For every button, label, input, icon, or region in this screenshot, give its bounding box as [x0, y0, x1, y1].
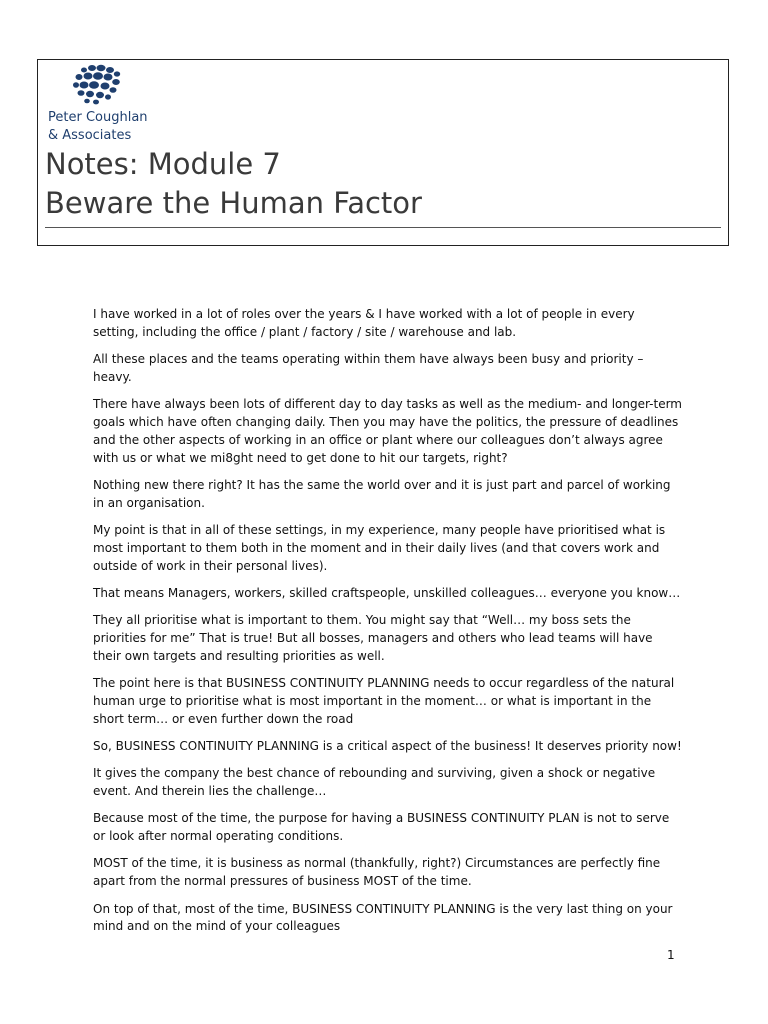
paragraph: I have worked in a lot of roles over the years & I have worked with a lot of people in every setting, including the office / plant / factory / site / warehouse and lab. [93, 307, 635, 339]
document-title: Notes: Module 7 [45, 147, 281, 181]
paragraph: There have always been lots of different day to day tasks as well as the medium- and longer-term goals which have often changing daily. Then you may have the politics, the pressure of deadlines and the other aspects of working in an office or plant where our colleagues don’t always agree with us or what we mi8ght need to get done to hit our targets, right? [93, 397, 682, 465]
page-number: 1 [667, 948, 675, 962]
logo-name-line: Peter Coughlan [48, 110, 148, 125]
paragraph: So, BUSINESS CONTINUITY PLANNING is a critical aspect of the business! It deserves priority now! [93, 738, 682, 753]
organization-logo-icon [70, 64, 130, 106]
paragraph: All these places and the teams operating within them have always been busy and priority – heavy. [93, 352, 644, 384]
document-subtitle: Beware the Human Factor [45, 186, 422, 220]
paragraph: Because most of the time, the purpose for having a BUSINESS CONTINUITY PLAN is not to serve or look after normal operating conditions. [93, 811, 670, 844]
paragraph: On top of that, most of the time, BUSINESS CONTINUITY PLANNING is the very last thing on your mind and on the mind of your colleagues [93, 901, 673, 934]
document-body [93, 306, 683, 946]
paragraph: The point here is that BUSINESS CONTINUITY PLANNING needs to occur regardless of the natural human urge to prioritise what is most important in the moment… or what is important in the short term… or even further down the road [93, 676, 675, 726]
paragraph: Nothing new there right? It has the same the world over and it is just part and parcel of working in an organisation. [93, 477, 671, 510]
paragraph: That means Managers, workers, skilled craftspeople, unskilled colleagues… everyone you know… [93, 585, 681, 600]
paragraph: My point is that in all of these settings, in my experience, many people have prioritised what is most important to them both in the moment and in their daily lives (and that covers work and outside of work in their personal lives). [93, 522, 666, 573]
header-box [37, 59, 729, 246]
paragraph: MOST of the time, it is business as normal (thankfully, right?) Circumstances are perfectly fine apart from the normal pressures of business MOST of the time. [93, 856, 661, 889]
title-underline [45, 227, 721, 228]
company-logo [48, 64, 158, 144]
logo-associates-line: & Associates [48, 128, 132, 143]
paragraph: They all prioritise what is important to them. You might say that “Well… my boss sets the priorities for me” That is true! But all bosses, managers and others who lead teams will have their own targets and resulting priorities as well. [93, 613, 653, 663]
paragraph: It gives the company the best chance of rebounding and surviving, given a shock or negative event. And therein lies the challenge… [93, 766, 656, 799]
